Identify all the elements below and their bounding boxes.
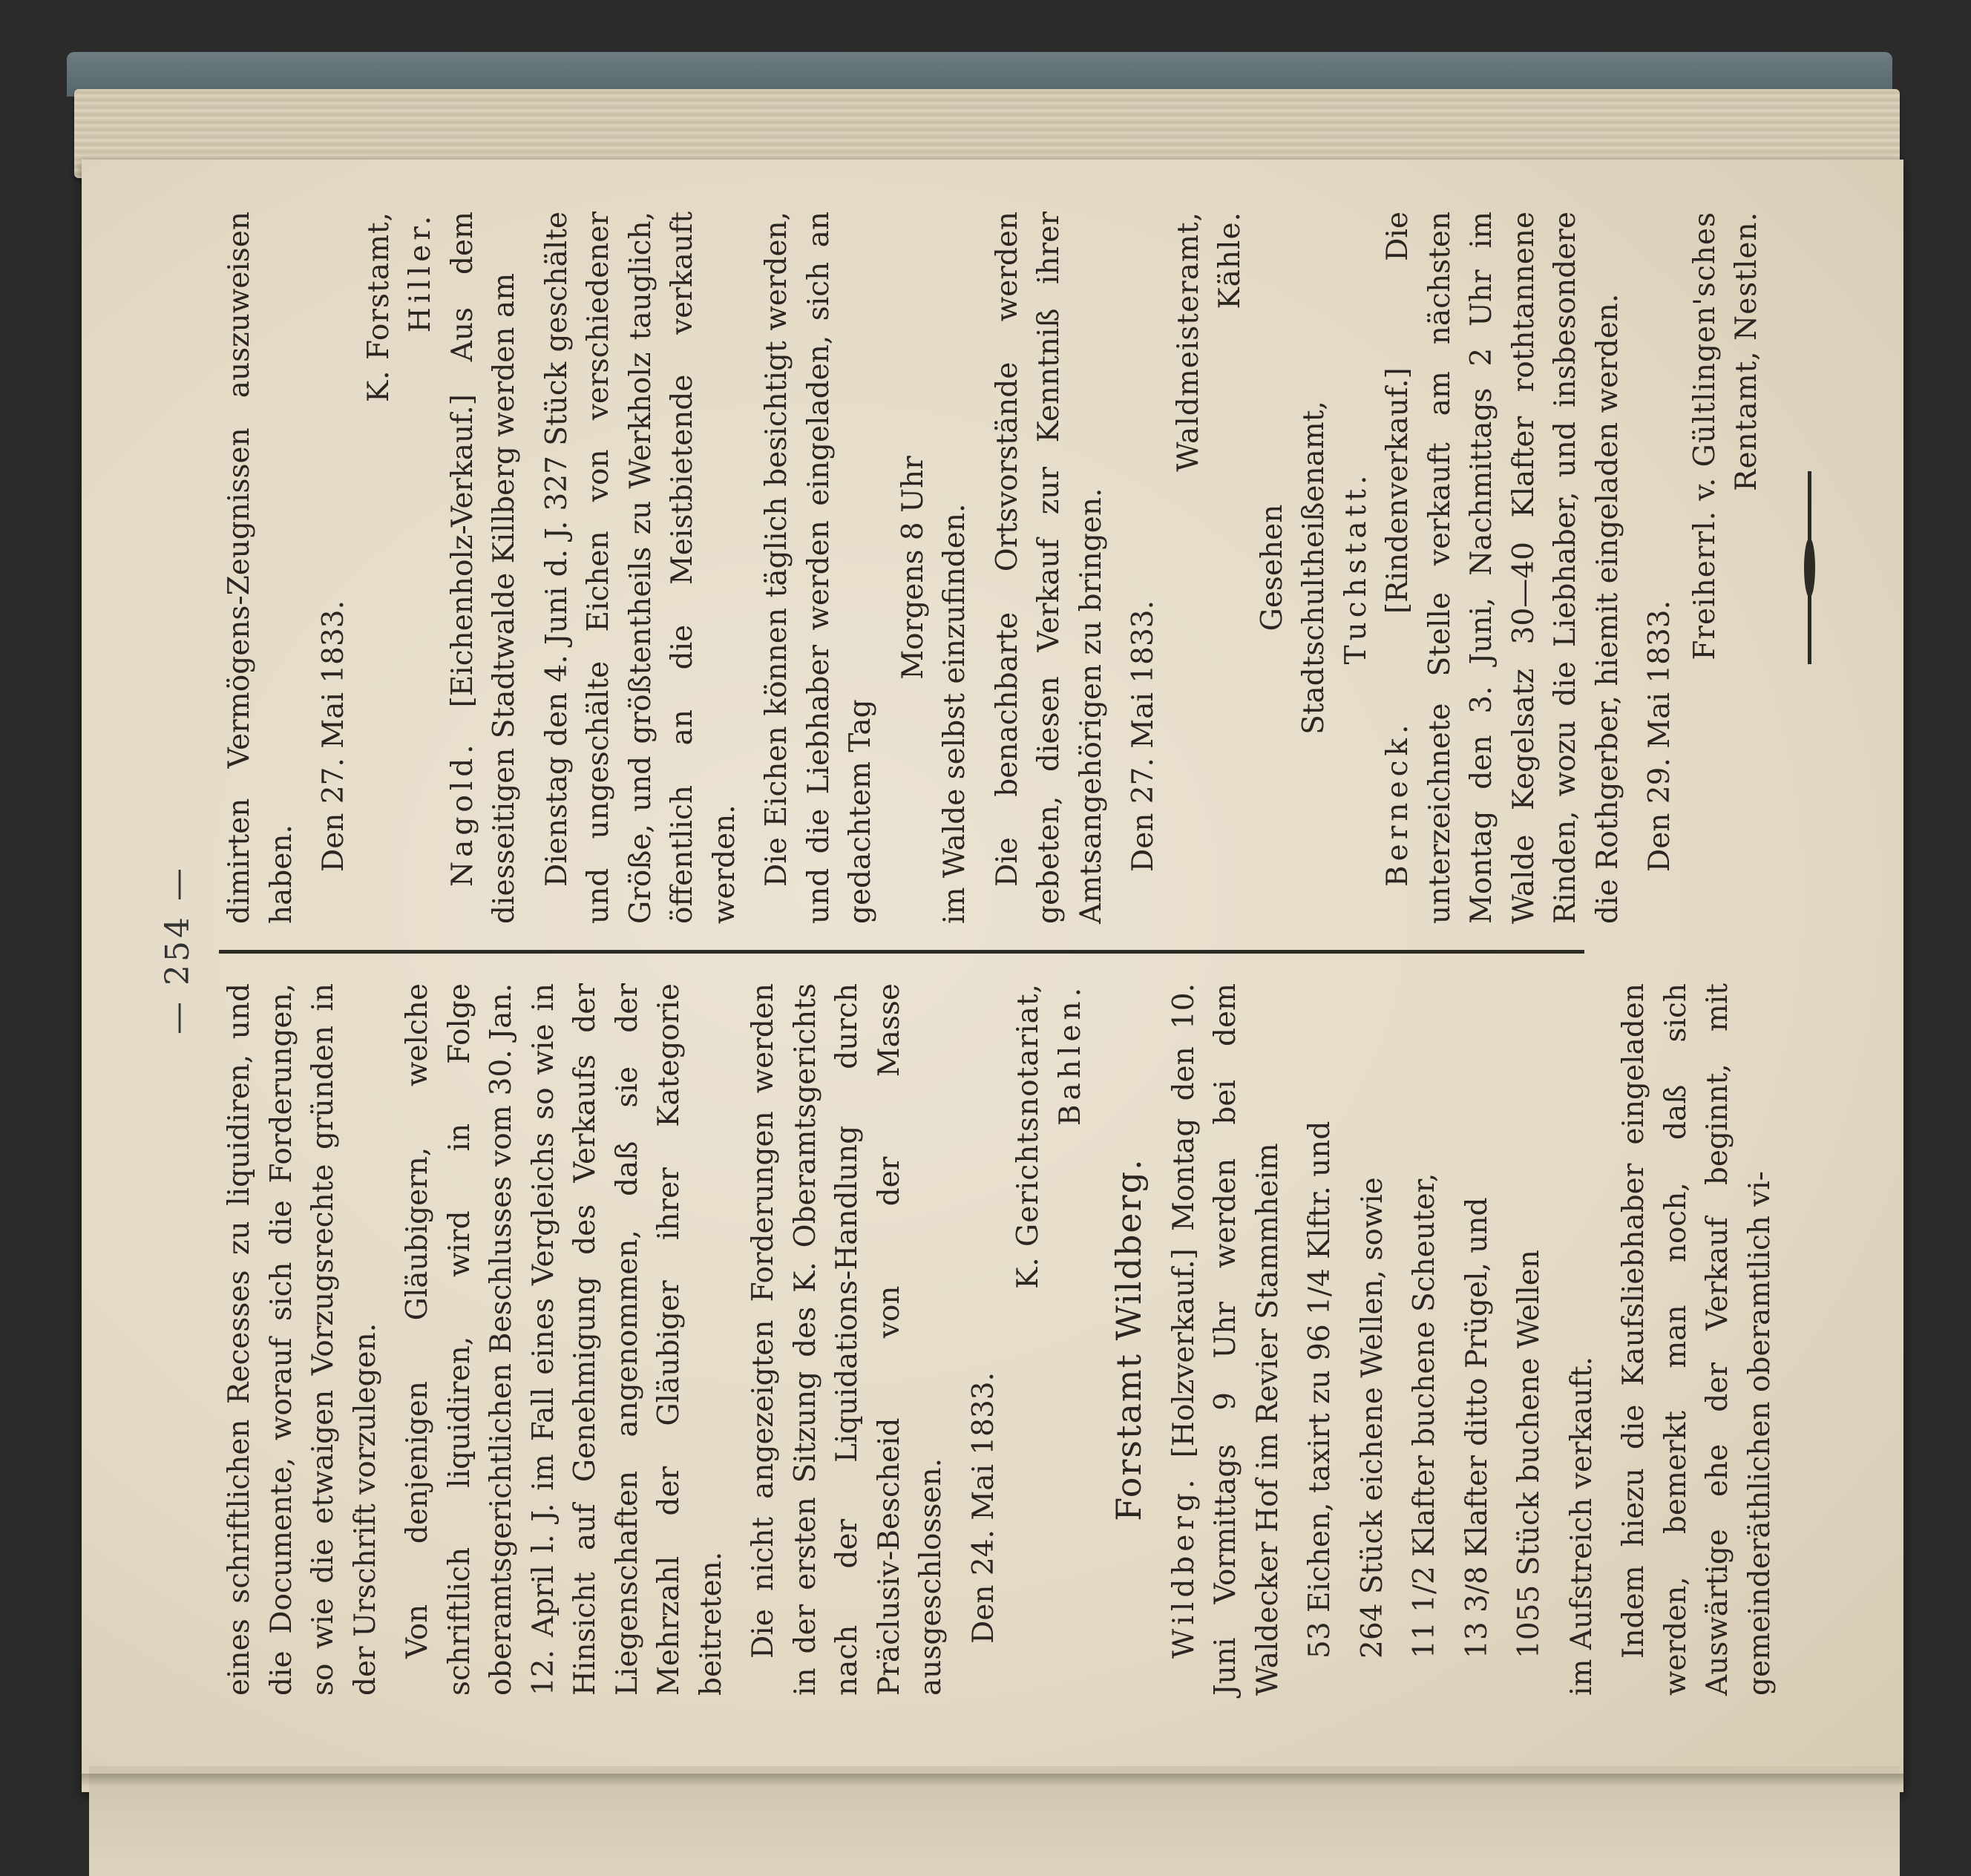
left-list-line-2: 264 Stück eichene Wellen, sowie (1355, 1177, 1389, 1659)
left-signature-1b: Bahlen. (1053, 983, 1087, 1126)
right-paragraph-1: dimirten Vermögens-Zeugnissen auszuweisen haben. (223, 211, 298, 924)
right-column (219, 211, 1820, 924)
right-seen-3: Tuchstatt. (1339, 470, 1373, 665)
left-signature-1a: K. Gerichtsnotariat, (1011, 983, 1045, 1289)
left-column (219, 983, 1791, 1696)
left-list-line-6: im Aufstreich verkauft. (1564, 1356, 1598, 1696)
left-paragraph-4-text: [Holzverkauf.] Montag den 10. Juni Vormittags 9 Uhr werden bei dem Waldecker Hof im Revier Stammheim (1167, 983, 1285, 1696)
right-paragraph-3: Dienstag den 4. Juni d. J. 327 Stück geschälte und ungeschälte Eichen von verschiedener Größe, und größtentheils zu Werkholz tauglich, öffentlich an die Meistbietende verkauft werden. (540, 211, 741, 924)
left-place-wildberg: Wildberg. (1167, 1475, 1201, 1659)
rotated-text-block (145, 204, 1800, 1696)
right-signature-3a: Freiherrl. v. Gültlingen'sches (1688, 211, 1722, 660)
section-heading-forstamt-wildberg: Forstamt Wildberg. (1109, 1158, 1149, 1521)
column-divider (219, 950, 1584, 954)
right-signature-3b: Rentamt, Nestlen. (1730, 211, 1763, 491)
right-signature-1a: K. Forstamt, (361, 211, 396, 402)
right-date-2: Den 27. Mai 1833. (1126, 600, 1160, 872)
right-signature-2a: Waldmeisteramt, (1171, 211, 1205, 472)
left-paragraph-4 (1164, 983, 1290, 1696)
right-signature-2b: Kähle. (1213, 211, 1247, 309)
right-paragraph-6 (1377, 211, 1629, 924)
right-date-3: Den 29. Mai 1833. (1643, 600, 1676, 872)
right-signature-1b: Hiller. (404, 211, 437, 333)
right-place-nagold: Nagold. (445, 740, 479, 887)
right-date-1: Den 27. Mai 1833. (317, 600, 350, 872)
right-paragraph-2 (442, 211, 526, 924)
left-date-1: Den 24. Mai 1833. (966, 1372, 1000, 1644)
left-list-line-4: 13 3/8 Klafter ditto Prügel, und (1460, 1197, 1494, 1659)
right-time: Morgens 8 Uhr (896, 456, 930, 680)
right-paragraph-4b: im Walde selbst einzufinden. (938, 503, 971, 924)
left-paragraph-2: Von denjenigen Gläubigern, welche schriftlich liquidiren, wird in Folge oberamtsgerichtlichen Beschlusses vom 30. Jan. 12. April l. J. im Fall eines Vergleichs so wie in Hinsicht auf Genehmigung des Verkaufs der Liegenschaften angenommen, daß sie der Mehrzahl der Gläubiger ihrer Kategorie beitreten. (401, 983, 728, 1696)
right-paragraph-2-text: [Eichenholz-Verkauf.] Aus dem diesseitigen Stadtwalde Killberg werden am (445, 211, 521, 924)
right-seen-1: Gesehen (1255, 504, 1289, 632)
left-list-line-3: 11 1/2 Klafter buchene Scheuter, (1408, 1172, 1441, 1659)
right-seen-2: Stadtschultheißenamt, (1297, 401, 1331, 735)
left-paragraph-6: Indem hiezu die Kaufsliebhaber eingeladen werden, bemerkt man noch, daß sich Auswärtige ehe der Verkauf beginnt, mit gemeinderäthlichen oberamtlich vi- (1617, 983, 1777, 1696)
left-paragraph-3: Die nicht angezeigten Forderungen werden in der ersten Sitzung des K. Oberamtsgerichts nach der Liquidations-Handlung durch Präclusiv-Bescheid von der Masse ausgeschlossen. (747, 983, 948, 1696)
left-list-line-1: 53 Eichen, taxirt zu 96 1/4 Klftr. und (1303, 1121, 1337, 1659)
fold-shadow (82, 1774, 1903, 1787)
left-paragraph-1: eines schriftlichen Recesses zu liquidiren, und die Documente, worauf sich die Forderungen, so wie die etwaigen Vorzugsrechte gründen in der Urschrift vorzulegen. (223, 983, 382, 1696)
right-paragraph-4: Die Eichen können täglich besichtigt werden, und die Liebhaber werden eingeladen, sich an gedachtem Tag (760, 211, 877, 924)
right-place-berneck: Berneck. (1381, 720, 1414, 887)
left-list-line-5: 1055 Stück buchene Wellen (1512, 1250, 1546, 1659)
right-paragraph-6-text: [Rindenverkauf.] Die unterzeichnete Stelle verkauft am nächsten Montag den 3. Juni, Nachmittags 2 Uhr im Walde Kegelsatz 30—40 Klafter rothtannene Rinden, wozu die Liebhaber, und insbesondere die Rothgerber, hiemit eingeladen werden. (1381, 211, 1624, 924)
end-ornament-rule (1798, 471, 1820, 664)
right-paragraph-5: Die benachbarte Ortsvorstände werden gebeten, diesen Verkauf zur Kenntniß ihrer Amtsangehörigen zu bringen. (990, 211, 1108, 924)
page-number: — 254 — (159, 865, 197, 1034)
